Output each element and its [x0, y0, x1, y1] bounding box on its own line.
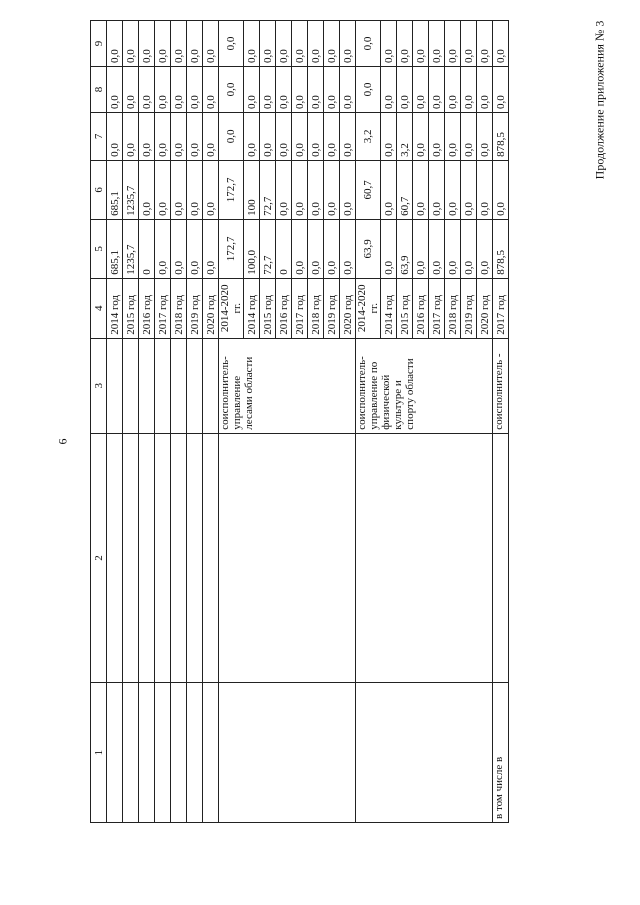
executor-cell: соисполнитель- управление по физической культуре и спорту области	[356, 338, 493, 433]
year-cell: 2018 год	[445, 278, 461, 338]
final-row	[493, 21, 509, 823]
year-cell: 2015 год	[397, 278, 413, 338]
table-row	[187, 21, 203, 823]
total-cell: 0,0	[356, 67, 381, 113]
value-cell: 0,0	[139, 160, 155, 219]
value-cell: 0,0	[413, 21, 429, 67]
year-cell: 2015 год	[260, 278, 276, 338]
empty-cell	[187, 433, 203, 683]
year-cell: 2016 год	[139, 278, 155, 338]
value-cell: 60,7	[397, 160, 413, 219]
continuation-label: Продолжение приложения № 3	[592, 20, 607, 180]
value-cell: 1235,7	[123, 160, 139, 219]
value-cell: 0,0	[477, 219, 493, 278]
value-cell: 0,0	[397, 21, 413, 67]
value-cell: 0,0	[461, 160, 477, 219]
period-cell: 2014-2020 гг.	[356, 278, 381, 338]
value-cell: 0,0	[461, 21, 477, 67]
value-cell: 0,0	[445, 112, 461, 160]
value-cell: 100,0	[244, 219, 260, 278]
year-cell: 2017 год	[292, 278, 308, 338]
value-cell: 0,0	[429, 160, 445, 219]
table-row	[203, 21, 219, 823]
value-cell: 0,0	[171, 219, 187, 278]
year-cell: 2016 год	[276, 278, 292, 338]
value-cell: 0	[139, 219, 155, 278]
header-cell: 9	[91, 21, 107, 67]
value-cell: 0,0	[187, 21, 203, 67]
value-cell: 0,0	[139, 21, 155, 67]
page-number: 6	[55, 438, 70, 445]
empty-cell	[139, 433, 155, 683]
year-cell: 2019 год	[324, 278, 340, 338]
value-cell: 0,0	[155, 112, 171, 160]
empty-cell	[171, 433, 187, 683]
value-cell: 0,0	[477, 67, 493, 113]
year-cell: 2020 год	[477, 278, 493, 338]
value-cell: 0,0	[155, 21, 171, 67]
value-cell: 0,0	[324, 219, 340, 278]
total-cell: 172,7	[219, 219, 244, 278]
value-cell: 685,1	[107, 219, 123, 278]
value-cell: 0,0	[413, 219, 429, 278]
year-cell: 2017 год	[429, 278, 445, 338]
final-row-executor: соисполнитель -	[493, 338, 509, 433]
empty-cell	[187, 683, 203, 823]
value-cell: 0,0	[445, 21, 461, 67]
value-cell: 0,0	[187, 160, 203, 219]
empty-cell	[219, 433, 356, 683]
value-cell: 0,0	[477, 112, 493, 160]
value-cell: 0,0	[244, 21, 260, 67]
value-cell: 0	[276, 219, 292, 278]
totals-row	[219, 21, 244, 823]
header-cell: 3	[91, 338, 107, 433]
value-cell: 0,0	[292, 112, 308, 160]
block3	[356, 21, 493, 823]
empty-cell	[356, 433, 493, 683]
header-cell: 1	[91, 683, 107, 823]
value-cell: 63,9	[397, 219, 413, 278]
value-cell: 0,0	[381, 219, 397, 278]
value-cell: 685,1	[107, 160, 123, 219]
value-cell: 0,0	[429, 219, 445, 278]
year-cell: 2020 год	[340, 278, 356, 338]
value-cell: 0,0	[324, 160, 340, 219]
empty-cell	[123, 338, 139, 433]
table-row	[171, 21, 187, 823]
empty-cell	[155, 338, 171, 433]
header-cell: 7	[91, 112, 107, 160]
value-cell: 0,0	[340, 219, 356, 278]
year-cell: 2019 год	[461, 278, 477, 338]
value-cell: 0,0	[171, 112, 187, 160]
header-cell: 2	[91, 433, 107, 683]
value-cell: 0,0	[155, 160, 171, 219]
value-cell: 0,0	[461, 112, 477, 160]
value-cell: 0,0	[107, 67, 123, 113]
empty-cell	[203, 338, 219, 433]
value-cell: 0,0	[340, 67, 356, 113]
value-cell: 0,0	[139, 112, 155, 160]
value-cell: 0,0	[260, 21, 276, 67]
value-cell: 0,0	[445, 160, 461, 219]
table-row	[107, 21, 123, 823]
table-row	[139, 21, 155, 823]
value-cell: 0,0	[123, 21, 139, 67]
header-row	[91, 21, 107, 823]
year-cell: 2015 год	[123, 278, 139, 338]
empty-cell	[171, 683, 187, 823]
value-cell: 0,0	[381, 67, 397, 113]
year-cell: 2014 год	[244, 278, 260, 338]
value-cell: 0,0	[340, 21, 356, 67]
total-cell: 172,7	[219, 160, 244, 219]
block2	[219, 21, 356, 823]
table-row	[123, 21, 139, 823]
value-cell: 72,7	[260, 219, 276, 278]
value-cell: 0,0	[493, 21, 509, 67]
empty-cell	[123, 683, 139, 823]
value-cell: 0,0	[445, 219, 461, 278]
value-cell: 0,0	[260, 67, 276, 113]
value-cell: 0,0	[308, 219, 324, 278]
value-cell: 0,0	[123, 67, 139, 113]
value-cell: 0,0	[292, 21, 308, 67]
value-cell: 0,0	[429, 67, 445, 113]
block1	[107, 21, 219, 823]
value-cell: 0,0	[429, 112, 445, 160]
value-cell: 0,0	[171, 67, 187, 113]
final-row-empty	[493, 433, 509, 683]
value-cell: 0,0	[308, 112, 324, 160]
value-cell: 0,0	[203, 21, 219, 67]
total-cell: 0,0	[219, 21, 244, 67]
value-cell: 0,0	[171, 21, 187, 67]
year-cell: 2014 год	[381, 278, 397, 338]
value-cell: 0,0	[155, 219, 171, 278]
header-cell: 5	[91, 219, 107, 278]
value-cell: 0,0	[477, 21, 493, 67]
total-cell: 0,0	[356, 21, 381, 67]
value-cell: 0,0	[461, 67, 477, 113]
value-cell: 1235,7	[123, 219, 139, 278]
value-cell: 0,0	[477, 160, 493, 219]
value-cell: 0,0	[308, 67, 324, 113]
table-row	[155, 21, 171, 823]
header-cell: 8	[91, 67, 107, 113]
value-cell: 0,0	[123, 112, 139, 160]
year-cell: 2017 год	[155, 278, 171, 338]
empty-cell	[107, 338, 123, 433]
value-cell: 0,0	[276, 160, 292, 219]
value-cell: 0,0	[413, 112, 429, 160]
value-cell: 3,2	[397, 112, 413, 160]
value-cell: 0,0	[429, 21, 445, 67]
value-cell: 0,0	[155, 67, 171, 113]
empty-cell	[155, 683, 171, 823]
empty-cell	[187, 338, 203, 433]
executor-cell: соисполнитель- управление лесами области	[219, 338, 356, 433]
value-cell: 0,0	[107, 112, 123, 160]
value-cell: 72,7	[260, 160, 276, 219]
value-cell: 100	[244, 160, 260, 219]
value-cell: 0,0	[276, 112, 292, 160]
value-cell: 0,0	[139, 67, 155, 113]
empty-cell	[356, 683, 493, 823]
value-cell: 0,0	[324, 21, 340, 67]
value-cell: 0,0	[461, 219, 477, 278]
value-cell: 0,0	[445, 67, 461, 113]
value-cell: 0,0	[292, 219, 308, 278]
value-cell: 0,0	[413, 67, 429, 113]
value-cell: 0,0	[340, 160, 356, 219]
value-cell: 0,0	[171, 160, 187, 219]
value-cell: 0,0	[276, 21, 292, 67]
value-cell: 0,0	[340, 112, 356, 160]
total-cell: 0,0	[219, 67, 244, 113]
value-cell: 878,5	[493, 112, 509, 160]
total-cell: 3,2	[356, 112, 381, 160]
empty-cell	[203, 683, 219, 823]
value-cell: 0,0	[203, 67, 219, 113]
value-cell: 0,0	[493, 160, 509, 219]
value-cell: 0,0	[292, 67, 308, 113]
final-row-label: в том числе в	[493, 683, 509, 823]
value-cell: 0,0	[381, 112, 397, 160]
period-cell: 2014-2020 гг.	[219, 278, 244, 338]
empty-cell	[219, 683, 356, 823]
value-cell: 0,0	[493, 67, 509, 113]
value-cell: 0,0	[187, 67, 203, 113]
value-cell: 0,0	[324, 112, 340, 160]
value-cell: 0,0	[381, 160, 397, 219]
total-cell: 60,7	[356, 160, 381, 219]
year-cell: 2018 год	[171, 278, 187, 338]
value-cell: 0,0	[203, 112, 219, 160]
total-cell: 0,0	[219, 112, 244, 160]
empty-cell	[203, 433, 219, 683]
empty-cell	[107, 433, 123, 683]
value-cell: 0,0	[187, 219, 203, 278]
value-cell: 0,0	[292, 160, 308, 219]
value-cell: 0,0	[381, 21, 397, 67]
empty-cell	[107, 683, 123, 823]
empty-cell	[139, 683, 155, 823]
value-cell: 0,0	[187, 112, 203, 160]
header-cell: 4	[91, 278, 107, 338]
year-cell: 2014 год	[107, 278, 123, 338]
value-cell: 878,5	[493, 219, 509, 278]
value-cell: 0,0	[276, 67, 292, 113]
empty-cell	[171, 338, 187, 433]
value-cell: 0,0	[308, 160, 324, 219]
empty-cell	[123, 433, 139, 683]
value-cell: 0,0	[260, 112, 276, 160]
value-cell: 0,0	[324, 67, 340, 113]
total-cell: 63,9	[356, 219, 381, 278]
value-cell: 0,0	[397, 67, 413, 113]
year-cell: 2020 год	[203, 278, 219, 338]
budget-table	[90, 20, 509, 823]
value-cell: 0,0	[244, 112, 260, 160]
value-cell: 0,0	[244, 67, 260, 113]
empty-cell	[155, 433, 171, 683]
header-cell: 6	[91, 160, 107, 219]
year-cell: 2018 год	[308, 278, 324, 338]
totals-row	[356, 21, 381, 823]
value-cell: 0,0	[107, 21, 123, 67]
value-cell: 0,0	[203, 160, 219, 219]
empty-cell	[139, 338, 155, 433]
year-cell: 2019 год	[187, 278, 203, 338]
year-cell: 2016 год	[413, 278, 429, 338]
value-cell: 0,0	[203, 219, 219, 278]
value-cell: 0,0	[308, 21, 324, 67]
table-container	[90, 20, 568, 823]
year-cell: 2017 год	[493, 278, 509, 338]
value-cell: 0,0	[413, 160, 429, 219]
